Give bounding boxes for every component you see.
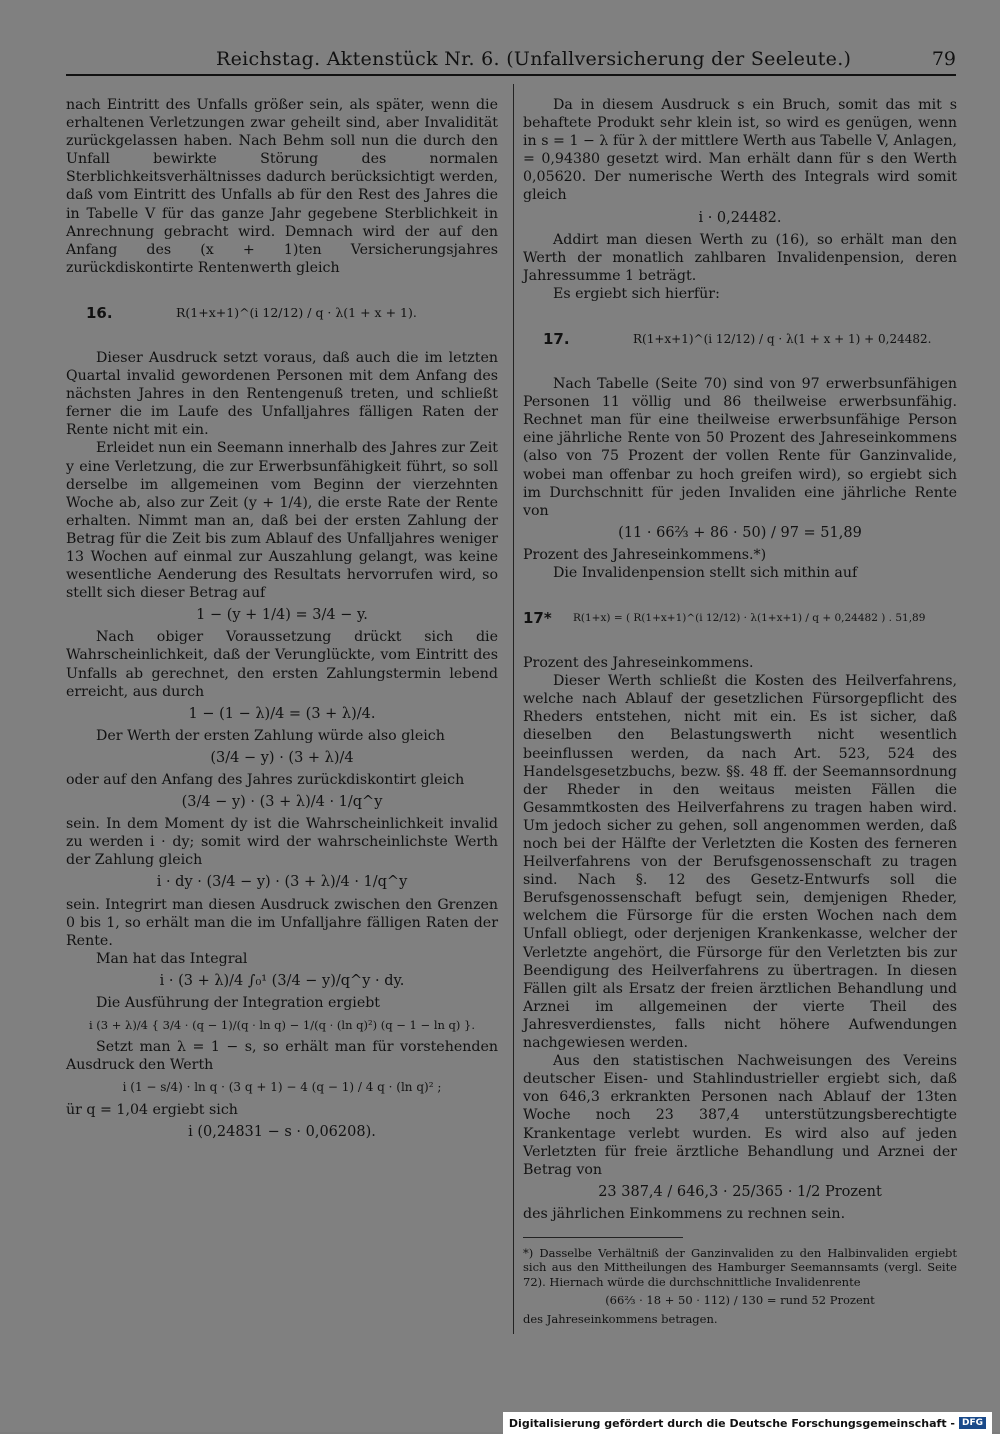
credit-text: Digitalisierung gefördert durch die Deutsche Forschungsgemeinschaft - xyxy=(508,1416,955,1430)
equation-17 xyxy=(523,309,957,369)
paragraph: Prozent des Jahreseinkommens.*) xyxy=(523,546,767,563)
paragraph: Addirt man diesen Werth zu (16), so erhält man den Werth der monatlich zahlbaren Invalidenpension, deren Jahressumme 1 beträgt. xyxy=(523,231,957,284)
formula: i · (3 + λ)/4 ∫₀¹ (3/4 − y)/q^y · dy. xyxy=(159,972,405,989)
equation-17-star xyxy=(523,588,957,648)
paragraph: Die Invalidenpension stellt sich mithin auf xyxy=(553,564,858,581)
paragraph: Dieser Werth schließt die Kosten des Heilverfahrens, welche nach Ablauf der gesetzlichen Fürsorgepflicht des Rheders entstehen, nicht mit ein. Es ist sicher, daß dieselben den Belastungswerth nicht wesentlich beeinflussen werden, da nach Art. 523, 524 des Handelsgesetzbuchs, bezw. §§. 48 ff. der Seemannsordnung der Rheder in den weitaus meisten Fällen die Gesammtkosten des Heilverfahrens zu tragen haben wird. Um jedoch sicher zu gehen, soll angenommen werden, daß noch bei der Hälfte der Verletzten die Kosten des ferneren Heilverfahrens von der Berufsgenossenschaft zu tragen sind. Nach §. 12 des Gesetz-Entwurfs soll die Berufsgenossenschaft befugt sein, demjenigen Rheder, welchem die Fürsorge für die ersten Wochen nach dem Unfall obliegt, oder derjenigen Krankenkasse, welcher der Verletzte angehört, die Fürsorge für den Verletzten bis zur Beendigung des Heilverfahrens zu übertragen. In diesen Fällen gilt als Ersatz der freien ärztlichen Behandlung und Arznei im allgemeinen der vierte Theil des Jahresverdienstes, falls nicht höhere Aufwendungen nachgewiesen werden. xyxy=(523,673,957,1052)
paragraph: Prozent des Jahreseinkommens. xyxy=(523,655,754,672)
formula: 1 − (y + 1/4) = 3/4 − y. xyxy=(196,607,368,624)
footnote xyxy=(523,1246,957,1327)
paragraph: Da in diesem Ausdruck s ein Bruch, somit das mit s behaftete Produkt sehr klein ist, so wird es genügen, wenn in s = 1 − λ für λ der mittlere Werth aus Tabelle V, Anlagen, = 0,94380 gesetzt wird. Man erhält dann für s den Werth 0,05620. Der numerische Werth des Integrals wird somit gleich xyxy=(523,97,957,204)
paragraph: Nach obiger Voraussetzung drückt sich die Wahrscheinlichkeit, daß der Verunglückte, vom Eintritt des Unfalls ab gerechnet, den ersten Zahlungstermin lebend erreicht, aus durch xyxy=(66,629,498,700)
paragraph: Aus den statistischen Nachweisungen des Vereins deutscher Eisen- und Stahlindustrieller ergiebt sich, daß von 646,3 erkrankten Personen nach Ablauf der 13ten Woche noch 23 387,4 unterstützungsberechtigte Krankentage verlebt wurden. Es wird also auf jeden Verletzten für freie ärztliche Behandlung und Arznei der Betrag von xyxy=(523,1053,957,1178)
formula: i · dy · (3/4 − y) · (3 + λ)/4 · 1/q^y xyxy=(156,874,408,891)
paragraph: des jährlichen Einkommens zu rechnen sein. xyxy=(523,1205,846,1222)
left-column xyxy=(66,96,498,1145)
formula: i (3 + λ)/4 { 3/4 · (q − 1)/(q · ln q) − 1/(q · (ln q)²) (q − 1 − ln q) }. xyxy=(88,1018,476,1033)
equation-body: R(1+x) = ( R(1+x+1)^(i 12/12) · λ(1+x+1) / q + 0,24482 ) . 51,89 xyxy=(573,612,926,625)
formula: i · 0,24482. xyxy=(698,209,782,226)
equation-label: 16. xyxy=(86,303,113,322)
paragraph: oder auf den Anfang des Jahres zurückdiskontirt gleich xyxy=(66,772,465,788)
page-header xyxy=(66,44,956,76)
footnote-rule xyxy=(523,1237,683,1238)
equation-body: R(1+x+1)^(i 12/12) / q · λ(1 + x + 1) + 0,24482. xyxy=(633,331,932,346)
formula: 23 387,4 / 646,3 · 25/365 · 1/2 Prozent xyxy=(598,1183,882,1200)
footnote-text: des Jahreseinkommens betragen. xyxy=(523,1311,718,1326)
equation-16 xyxy=(66,283,498,343)
paragraph: Dieser Ausdruck setzt voraus, daß auch die im letzten Quartal invalid gewordenen Personen mit dem Anfang des nächsten Jahres in den Rentengenuß treten, und schließt ferner die im Laufe des Unfalljahres fälligen Raten der Rente nicht mit ein. xyxy=(66,349,498,439)
page-number: 79 xyxy=(931,48,956,70)
formula: i (0,24831 − s · 0,06208). xyxy=(188,1123,376,1140)
paragraph: sein. In dem Moment dy ist die Wahrscheinlichkeit invalid zu werden i · dy; somit wird der wahrscheinlichste Werth der Zahlung gleich xyxy=(66,816,498,869)
paragraph: Setzt man λ = 1 − s, so erhält man für vorstehenden Ausdruck den Werth xyxy=(66,1039,498,1074)
paragraph: Erleidet nun ein Seemann innerhalb des Jahres zur Zeit y eine Verletzung, die zur Erwerbsunfähigkeit führt, so soll derselbe im allgemeinen vom Beginn der vierzehnten Woche ab, also zur Zeit (y + 1/4), die erste Rate der Rente erhalten. Nimmt man an, daß bei der ersten Zahlung der Betrag für die Zeit bis zum Ablauf des Unfalljahres weniger 13 Wochen auf einmal zur Auszahlung gelangt, was keine wesentliche Aenderung des Resultats hervorrufen wird, so stellt sich dieser Betrag auf xyxy=(66,440,498,602)
equation-label: 17. xyxy=(543,329,570,348)
paragraph: nach Eintritt des Unfalls größer sein, als später, wenn die erhaltenen Verletzungen zwar geheilt sind, aber Invalidität zurückgelassen haben. Nach Behm soll nun die durch den Unfall bewirkte Störung des normalen Sterblichkeitsverhältnisses dadurch berücksichtigt werden, daß vom Eintritt des Unfalls ab für den Rest des Jahres die in Tabelle V für das ganze Jahr gegebene Sterblichkeit in Anrechnung gebracht wird. Demnach wird der auf den Anfang des (x + 1)ten Versicherungsjahres zurückdiskontirte Rentenwerth gleich xyxy=(66,97,498,276)
digitization-credit xyxy=(503,1412,992,1434)
formula: (3/4 − y) · (3 + λ)/4 xyxy=(210,749,354,766)
dfg-logo: DFG xyxy=(959,1417,986,1429)
equation-label: 17* xyxy=(523,609,552,628)
equation-body: R(1+x+1)^(i 12/12) / q · λ(1 + x + 1). xyxy=(176,304,417,320)
paragraph: Der Werth der ersten Zahlung würde also gleich xyxy=(96,727,445,744)
paragraph: Man hat das Integral xyxy=(96,950,248,967)
formula: i (1 − s/4) · ln q · (3 q + 1) − 4 (q − 1) / 4 q · (ln q)² ; xyxy=(122,1080,442,1095)
paragraph: Es ergiebt sich hierfür: xyxy=(553,285,720,302)
paragraph: sein. Integrirt man diesen Ausdruck zwischen den Grenzen 0 bis 1, so erhält man die im Unfalljahre fälligen Raten der Rente. xyxy=(66,896,498,949)
formula: 1 − (1 − λ)/4 = (3 + λ)/4. xyxy=(188,705,376,722)
footnote-formula: (66⅔ · 18 + 50 · 112) / 130 = rund 52 Prozent xyxy=(605,1293,875,1308)
paragraph: Nach Tabelle (Seite 70) sind von 97 erwerbsunfähigen Personen 11 völlig und 86 theilweise erwerbsunfähig. Rechnet man für eine theilweise erwerbsunfähige Person eine jährliche Rente von 50 Prozent des Jahreseinkommens (also von 75 Prozent der vollen Rente für Ganzinvalide, wobei man offenbar zu hoch greifen wird), so ergiebt sich im Durchschnitt für jeden Invaliden eine jährliche Rente von xyxy=(523,376,957,519)
running-title: Reichstag. Aktenstück Nr. 6. (Unfallversicherung der Seeleute.) xyxy=(216,48,852,70)
footnote-text: *) Dasselbe Verhältniß der Ganzinvaliden zu den Halbinvaliden ergiebt sich aus den Mittheilungen des Hamburger Seemannsamts (vergl. Seite 72). Hiernach würde die durchschnittliche Invalidenrente xyxy=(523,1245,957,1289)
right-column xyxy=(523,96,957,1326)
formula: (3/4 − y) · (3 + λ)/4 · 1/q^y xyxy=(181,794,383,811)
formula: (11 · 66⅔ + 86 · 50) / 97 = 51,89 xyxy=(618,524,862,541)
column-divider xyxy=(513,84,514,1334)
paragraph: Die Ausführung der Integration ergiebt xyxy=(96,995,380,1012)
paragraph: ür q = 1,04 ergiebt sich xyxy=(66,1101,238,1118)
